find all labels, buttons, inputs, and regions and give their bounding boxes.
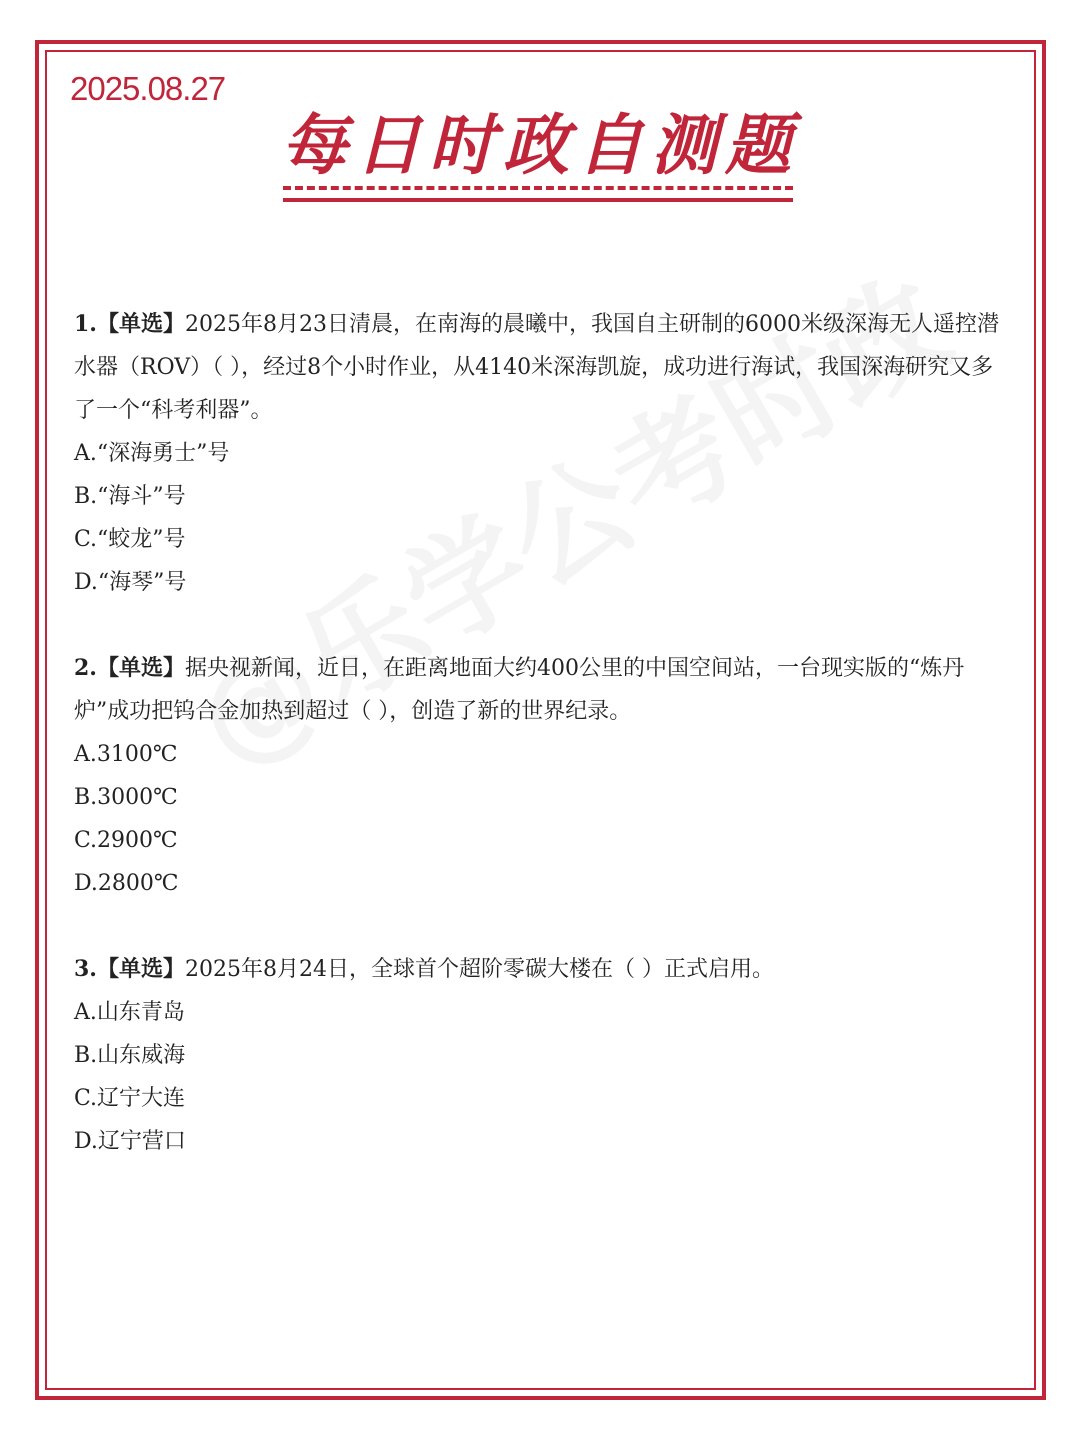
question-stem (74, 303, 1009, 432)
option-c[interactable]: C.2900℃ (74, 828, 178, 853)
question-text: 据央视新闻，近日，在距离地面大约400公里的中国空间站，一台现实版的“炼丹炉”成功把钨合金加热到超过（ ），创造了新的世界纪录。 (74, 656, 965, 724)
option-b[interactable]: B.山东威海 (74, 1043, 186, 1068)
page-title: 每日时政自测题 (281, 106, 799, 184)
question-number: 3. (74, 956, 97, 982)
question-tag: 【单选】 (96, 311, 185, 337)
question-1 (74, 303, 1009, 604)
option-d[interactable]: D.2800℃ (74, 871, 179, 896)
question-stem (74, 948, 1009, 991)
question-number: 2. (74, 655, 97, 681)
option-a[interactable]: A.山东青岛 (74, 1000, 185, 1025)
option-c[interactable]: C.“蛟龙”号 (74, 527, 186, 552)
question-stem (74, 647, 1009, 733)
question-3 (74, 948, 1009, 1163)
title-underline-dashed (283, 186, 793, 190)
date-label: 2025.08.27 (70, 70, 226, 107)
question-2 (74, 647, 1009, 905)
option-b[interactable]: B.3000℃ (74, 785, 178, 810)
title-underline-solid (283, 198, 793, 202)
title-underline (283, 186, 793, 206)
question-number: 1. (74, 311, 97, 337)
question-tag: 【单选】 (96, 655, 185, 681)
option-d[interactable]: D.辽宁营口 (74, 1129, 186, 1154)
option-a[interactable]: A.3100℃ (74, 742, 178, 767)
question-tag: 【单选】 (96, 956, 185, 982)
question-list (74, 303, 1009, 1206)
option-b[interactable]: B.“海斗”号 (74, 484, 186, 509)
option-c[interactable]: C.辽宁大连 (74, 1086, 186, 1111)
question-text: 2025年8月23日清晨，在南海的晨曦中，我国自主研制的6000米级深海无人遥控潜水器（ROV）（ ），经过8个小时作业，从4140米深海凯旋，成功进行海试，我国深海研究又多了一个“科考利器”。 (74, 312, 999, 423)
option-a[interactable]: A.“深海勇士”号 (74, 441, 230, 466)
option-d[interactable]: D.“海琴”号 (74, 570, 187, 595)
question-text: 2025年8月24日，全球首个超阶零碳大楼在（ ）正式启用。 (184, 957, 774, 982)
